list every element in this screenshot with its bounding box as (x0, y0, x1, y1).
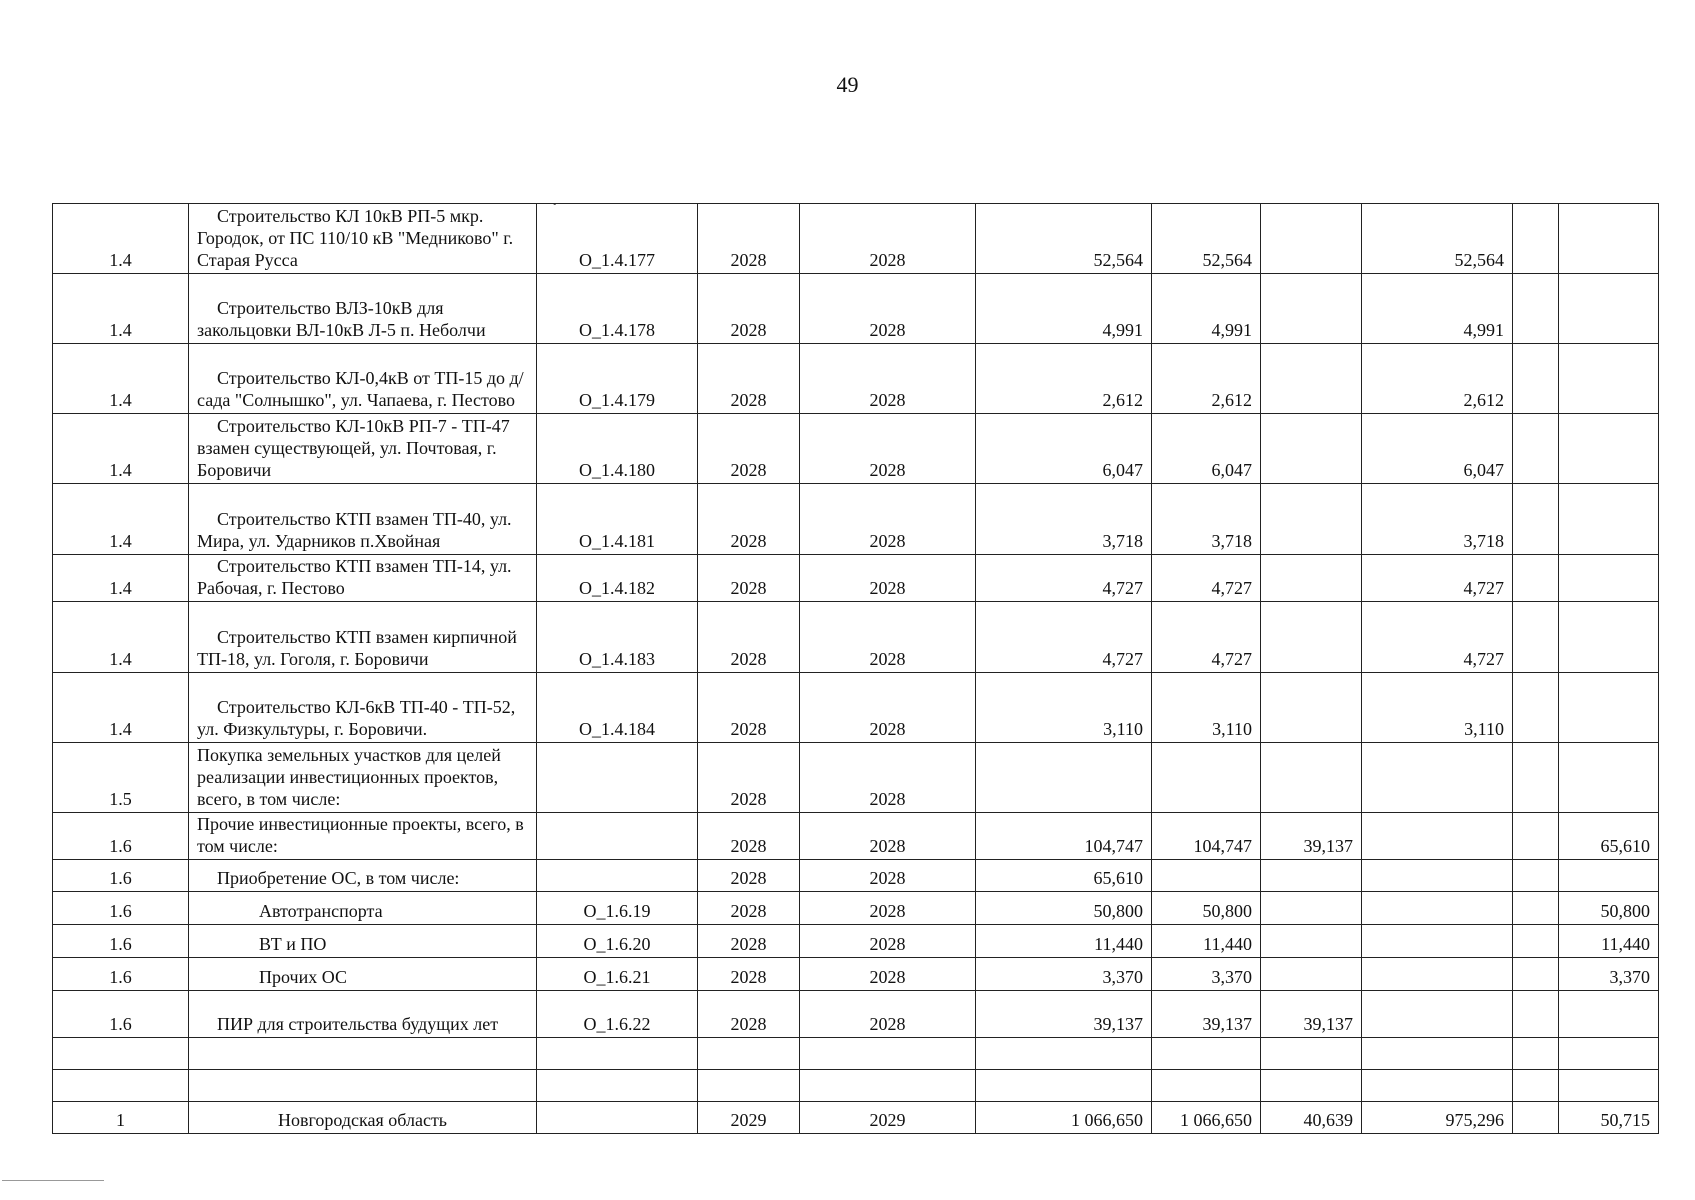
empty-row (53, 1038, 1659, 1070)
value-col4 (1362, 860, 1513, 892)
row-number: 1.6 (53, 860, 189, 892)
value-col4: 52,564 (1362, 204, 1513, 274)
value-col2: 4,727 (1152, 602, 1261, 673)
project-name: Приобретение ОС, в том числе: (189, 860, 537, 892)
table-row (53, 958, 1659, 991)
empty-cell (1362, 1070, 1513, 1102)
project-name: Строительство КЛ 10кВ РП-5 мкр. Городок, от ПС 110/10 кВ "Медниково" г. Старая Русса (189, 204, 537, 274)
end-year: 2028 (800, 892, 976, 925)
end-year: 2028 (800, 204, 976, 274)
empty-cell (189, 1038, 537, 1070)
empty-cell (976, 1038, 1152, 1070)
empty-cell (1362, 1038, 1513, 1070)
row-number: 1.4 (53, 673, 189, 743)
start-year: 2028 (698, 925, 800, 958)
table-row (53, 274, 1659, 344)
value-col5 (1513, 991, 1559, 1038)
value-col3 (1261, 204, 1362, 274)
project-code (537, 1102, 698, 1134)
value-col6: 11,440 (1559, 925, 1659, 958)
value-total: 11,440 (976, 925, 1152, 958)
project-name: Автотранспорта (189, 892, 537, 925)
row-number: 1.5 (53, 743, 189, 813)
empty-cell (976, 1070, 1152, 1102)
value-col6 (1559, 555, 1659, 602)
value-total: 4,727 (976, 555, 1152, 602)
empty-cell (53, 1070, 189, 1102)
empty-cell (1152, 1070, 1261, 1102)
row-number: 1.6 (53, 991, 189, 1038)
start-year: 2028 (698, 344, 800, 414)
value-col4 (1362, 925, 1513, 958)
end-year: 2028 (800, 925, 976, 958)
value-total: 1 066,650 (976, 1102, 1152, 1134)
value-col5 (1513, 892, 1559, 925)
value-col4 (1362, 892, 1513, 925)
row-number: 1.6 (53, 925, 189, 958)
start-year: 2028 (698, 813, 800, 860)
empty-cell (1513, 1070, 1559, 1102)
value-col3 (1261, 602, 1362, 673)
project-code (537, 743, 698, 813)
project-name: ПИР для строительства будущих лет (189, 991, 537, 1038)
value-col4 (1362, 743, 1513, 813)
value-total: 52,564 (976, 204, 1152, 274)
value-col6: 50,800 (1559, 892, 1659, 925)
table-row (53, 204, 1659, 274)
value-col5 (1513, 274, 1559, 344)
value-col5 (1513, 925, 1559, 958)
empty-cell (537, 1070, 698, 1102)
empty-cell (1513, 1038, 1559, 1070)
project-name: Строительство КТП взамен кирпичной ТП-18, ул. Гоголя, г. Боровичи (189, 602, 537, 673)
row-number: 1.6 (53, 892, 189, 925)
empty-cell (698, 1038, 800, 1070)
value-col3 (1261, 484, 1362, 555)
value-col2 (1152, 860, 1261, 892)
value-col3 (1261, 274, 1362, 344)
region-name: Новгородская область (189, 1102, 537, 1134)
project-code: О_1.6.22 (537, 991, 698, 1038)
value-col2: 39,137 (1152, 991, 1261, 1038)
value-total: 3,370 (976, 958, 1152, 991)
value-col5 (1513, 414, 1559, 484)
value-col4: 4,727 (1362, 602, 1513, 673)
row-number: 1.4 (53, 204, 189, 274)
row-number: 1.4 (53, 344, 189, 414)
table-row (53, 925, 1659, 958)
value-col6: 3,370 (1559, 958, 1659, 991)
value-col6 (1559, 860, 1659, 892)
region-total-row (53, 1102, 1659, 1134)
table-row (53, 414, 1659, 484)
value-col2: 104,747 (1152, 813, 1261, 860)
value-col5 (1513, 344, 1559, 414)
project-code: О_1.4.183 (537, 602, 698, 673)
end-year: 2028 (800, 673, 976, 743)
value-col2: 11,440 (1152, 925, 1261, 958)
project-code: О_1.4.182 (537, 555, 698, 602)
project-code: О_1.4.179 (537, 344, 698, 414)
value-col4: 4,991 (1362, 274, 1513, 344)
row-number: 1.6 (53, 958, 189, 991)
table-row (53, 813, 1659, 860)
project-code (537, 813, 698, 860)
row-number: 1.4 (53, 555, 189, 602)
table-row (53, 860, 1659, 892)
table-row (53, 991, 1659, 1038)
project-name: Прочих ОС (189, 958, 537, 991)
end-year: 2028 (800, 958, 976, 991)
value-col6 (1559, 274, 1659, 344)
value-col2: 2,612 (1152, 344, 1261, 414)
empty-cell (537, 1038, 698, 1070)
row-number: 1.4 (53, 274, 189, 344)
value-col6 (1559, 602, 1659, 673)
value-col3 (1261, 414, 1362, 484)
empty-cell (698, 1070, 800, 1102)
start-year: 2028 (698, 860, 800, 892)
end-year: 2029 (800, 1102, 976, 1134)
value-col3 (1261, 555, 1362, 602)
empty-cell (1261, 1070, 1362, 1102)
start-year: 2028 (698, 555, 800, 602)
end-year: 2028 (800, 344, 976, 414)
value-col4 (1362, 991, 1513, 1038)
project-code (537, 860, 698, 892)
empty-row (53, 1070, 1659, 1102)
empty-cell (800, 1038, 976, 1070)
value-col4: 3,718 (1362, 484, 1513, 555)
value-col6: 50,715 (1559, 1102, 1659, 1134)
empty-cell (1559, 1070, 1659, 1102)
value-col3 (1261, 860, 1362, 892)
value-total: 50,800 (976, 892, 1152, 925)
empty-cell (53, 1038, 189, 1070)
value-col2: 6,047 (1152, 414, 1261, 484)
start-year: 2028 (698, 991, 800, 1038)
value-col3 (1261, 925, 1362, 958)
value-col2: 1 066,650 (1152, 1102, 1261, 1134)
value-col6 (1559, 743, 1659, 813)
value-col3 (1261, 892, 1362, 925)
end-year: 2028 (800, 274, 976, 344)
row-number: 1.4 (53, 602, 189, 673)
value-col5 (1513, 555, 1559, 602)
value-total: 6,047 (976, 414, 1152, 484)
row-number: 1 (53, 1102, 189, 1134)
start-year: 2028 (698, 892, 800, 925)
value-col4: 975,296 (1362, 1102, 1513, 1134)
start-year: 2028 (698, 673, 800, 743)
row-number: 1.6 (53, 813, 189, 860)
value-col3 (1261, 958, 1362, 991)
page-number: 49 (836, 72, 859, 97)
value-col2: 3,110 (1152, 673, 1261, 743)
empty-cell (1559, 1038, 1659, 1070)
value-col6 (1559, 414, 1659, 484)
value-total: 39,137 (976, 991, 1152, 1038)
project-name: Прочие инвестиционные проекты, всего, в том числе: (189, 813, 537, 860)
table-row (53, 555, 1659, 602)
value-col4 (1362, 813, 1513, 860)
project-name: Строительство КТП взамен ТП-40, ул. Мира, ул. Ударников п.Хвойная (189, 484, 537, 555)
value-col5 (1513, 204, 1559, 274)
value-total: 4,991 (976, 274, 1152, 344)
value-total: 3,110 (976, 673, 1152, 743)
value-total: 65,610 (976, 860, 1152, 892)
value-col5 (1513, 958, 1559, 991)
value-col5 (1513, 813, 1559, 860)
end-year: 2028 (800, 991, 976, 1038)
stray-mark: ˇ (553, 203, 557, 214)
end-year: 2028 (800, 860, 976, 892)
start-year: 2028 (698, 958, 800, 991)
project-name: Строительство КЛ-6кВ ТП-40 - ТП-52, ул. Физкультуры, г. Боровичи. (189, 673, 537, 743)
start-year: 2029 (698, 1102, 800, 1134)
value-col2: 50,800 (1152, 892, 1261, 925)
value-col5 (1513, 484, 1559, 555)
table-row (53, 344, 1659, 414)
value-col6: 65,610 (1559, 813, 1659, 860)
project-name: ВТ и ПО (189, 925, 537, 958)
end-year: 2028 (800, 743, 976, 813)
value-col6 (1559, 991, 1659, 1038)
value-col6 (1559, 344, 1659, 414)
value-col3: 39,137 (1261, 813, 1362, 860)
value-col3 (1261, 743, 1362, 813)
end-year: 2028 (800, 414, 976, 484)
project-code: О_1.6.20 (537, 925, 698, 958)
start-year: 2028 (698, 602, 800, 673)
value-col5 (1513, 860, 1559, 892)
project-code: О_1.6.21 (537, 958, 698, 991)
value-col4: 4,727 (1362, 555, 1513, 602)
table-row (53, 602, 1659, 673)
project-code: О_1.4.181 (537, 484, 698, 555)
value-col2: 3,718 (1152, 484, 1261, 555)
end-year: 2028 (800, 813, 976, 860)
end-year: 2028 (800, 602, 976, 673)
project-code: О_1.4.180 (537, 414, 698, 484)
value-total: 104,747 (976, 813, 1152, 860)
start-year: 2028 (698, 484, 800, 555)
value-col2: 4,991 (1152, 274, 1261, 344)
project-code: О_1.4.177 (537, 204, 698, 274)
footer-rule (2, 1180, 104, 1181)
value-col4: 3,110 (1362, 673, 1513, 743)
row-number: 1.4 (53, 414, 189, 484)
investment-table (52, 203, 1659, 1134)
value-col5 (1513, 673, 1559, 743)
value-total: 4,727 (976, 602, 1152, 673)
value-col3 (1261, 673, 1362, 743)
value-total: 3,718 (976, 484, 1152, 555)
value-total: 2,612 (976, 344, 1152, 414)
project-code: О_1.4.178 (537, 274, 698, 344)
value-col2 (1152, 743, 1261, 813)
value-col6 (1559, 673, 1659, 743)
value-col2: 52,564 (1152, 204, 1261, 274)
project-name: Строительство КТП взамен ТП-14, ул. Рабочая, г. Пестово (189, 555, 537, 602)
project-name: Строительство ВЛЗ-10кВ для закольцовки ВЛ-10кВ Л-5 п. Неболчи (189, 274, 537, 344)
project-name: Покупка земельных участков для целей реализации инвестиционных проектов, всего, в том числе: (189, 743, 537, 813)
value-col5 (1513, 602, 1559, 673)
value-col6 (1559, 204, 1659, 274)
project-name: Строительство КЛ-0,4кВ от ТП-15 до д/сада "Солнышко", ул. Чапаева, г. Пестово (189, 344, 537, 414)
value-col3: 39,137 (1261, 991, 1362, 1038)
start-year: 2028 (698, 743, 800, 813)
empty-cell (800, 1070, 976, 1102)
empty-cell (189, 1070, 537, 1102)
table-row (53, 892, 1659, 925)
value-col5 (1513, 1102, 1559, 1134)
end-year: 2028 (800, 484, 976, 555)
start-year: 2028 (698, 274, 800, 344)
end-year: 2028 (800, 555, 976, 602)
value-col4 (1362, 958, 1513, 991)
value-total (976, 743, 1152, 813)
value-col3 (1261, 344, 1362, 414)
value-col2: 3,370 (1152, 958, 1261, 991)
table-row (53, 673, 1659, 743)
table-row (53, 743, 1659, 813)
value-col5 (1513, 743, 1559, 813)
project-code: О_1.4.184 (537, 673, 698, 743)
row-number: 1.4 (53, 484, 189, 555)
empty-cell (1261, 1038, 1362, 1070)
project-name: Строительство КЛ-10кВ РП-7 - ТП-47 взамен существующей, ул. Почтовая, г. Боровичи (189, 414, 537, 484)
value-col4: 6,047 (1362, 414, 1513, 484)
value-col2: 4,727 (1152, 555, 1261, 602)
table-row (53, 484, 1659, 555)
project-code: О_1.6.19 (537, 892, 698, 925)
value-col3: 40,639 (1261, 1102, 1362, 1134)
value-col6 (1559, 484, 1659, 555)
empty-cell (1152, 1038, 1261, 1070)
start-year: 2028 (698, 204, 800, 274)
start-year: 2028 (698, 414, 800, 484)
value-col4: 2,612 (1362, 344, 1513, 414)
